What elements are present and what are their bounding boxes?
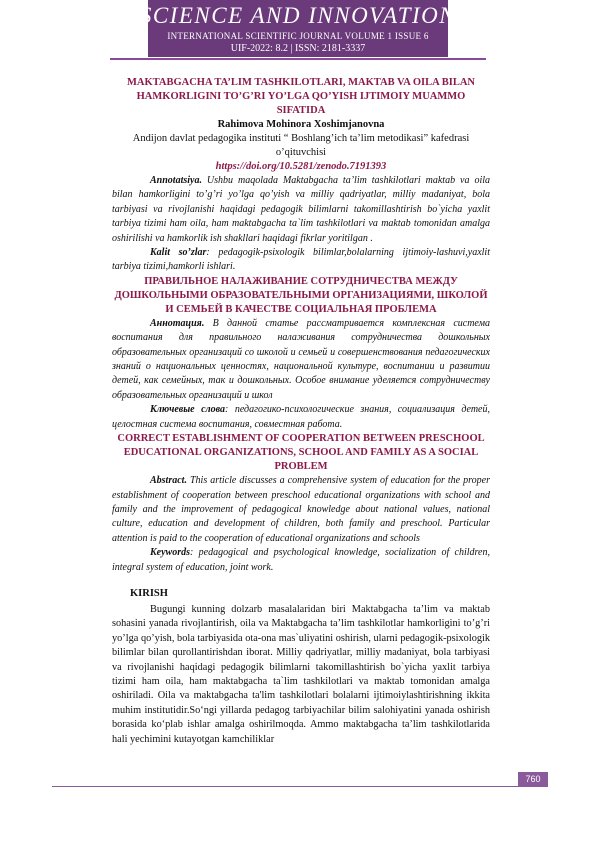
keywords-ru-label: Ключевые слова [150, 404, 226, 416]
keywords-uz-text: : pedagogik-psixologik bilimlar,bolalarning ijtimoiy-lashuvi,yaxlit tarbiya tizimi,hamkorli ishlari. [112, 247, 490, 273]
page-number: 760 [518, 772, 548, 786]
body-paragraph: Bugungi kunning dolzarb masalalaridan biri Maktabgacha ta’lim va maktab sohasini yanada rivojlantirish, oila va Maktabgacha ta’lim tashkilotlar hamkorligini to’g’ri yo’lga qo’yish, bola tarbiyasida ota-ona mas`uliyatini oshirish, ularni pedagogik-psixologik bilimlar bilan qurollantirishdan iborat. Milliy qadriyatlar, milliy madaniyat, bola tarbiyasi va rivojlanishi haqidagi pedagogik bilimlarni takomillashtirish bo`yicha yaxlit tarbiya tizimi ham oila, ham maktabgacha ta`lim tashkilotlari va maktab tomonidan amalga oshiriladi. Oila va maktabgacha ta'lim tashkilotlari bolalarni ijtimoiylashtirishning ikkita muhim institutidir.So‘ngi yillarda pedagog tarbiyachilar bilim salohiyatini yanada oshirish borasida ko‘plab ishlar amalga oshirilmoqda. Ammo maktabgacha ta’lim tashkilotlarida hali yechimini kutayotgan kamchiliklar [112, 603, 490, 745]
author-affiliation: Andijon davlat pedagogika instituti “ Boshlang’ich ta’lim metodikasi” kafedrasi o’qituvchisi [132, 133, 470, 158]
doi-link[interactable]: https://doi.org/10.5281/zenodo.7191393 [215, 161, 387, 172]
annotation-ru-label: Аннотация. [150, 317, 205, 329]
annotation-uz-label: Annotatsiya. [150, 175, 202, 186]
annotation-uz-text: Ushbu maqolada Maktabgacha ta’lim tashkilotlari maktab va oila bilan hamkorligini to’g’ri yo’lga qo’yish va milliy qadriyatlar, milliy madaniyat, bola tarbiyasi va rivojlanishi haqidagi pedagogik bilimlarni takomillashtirish bo`yicha yaxlit tarbiya tizimi ham oila, ham maktabgacha ta`lim tashkilotlari va maktab tomonidan amalga oshirilishi va hamkorlik ish shakllari haqidagi fikrlar yoritilgan . [112, 175, 490, 244]
article-title-uz: MAKTABGACHA TA’LIM TASHKILOTLARI, MAKTAB VA OILA BILAN HAMKORLIGINI TO’G’RI YO’LGA QO’YISH IJTIMOIY MUAMMO SIFATIDA [126, 77, 476, 116]
header-divider [110, 58, 486, 60]
article-content [112, 76, 490, 747]
article-title-ru: ПРАВИЛЬНОЕ НАЛАЖИВАНИЕ СОТРУДНИЧЕСТВА МЕЖДУ ДОШКОЛЬНЫМИ ОБРАЗОВАТЕЛЬНЫМИ ОРГАНИЗАЦИЯМИ, ШКОЛОЙ И СЕМЬЕЙ В КАЧЕСТВЕ СОЦИАЛЬНАЯ ПРОБЛЕМА [114, 275, 488, 315]
keywords-uz [112, 246, 490, 275]
spacer [112, 575, 490, 587]
article-title-en: CORRECT ESTABLISHMENT OF COOPERATION BETWEEN PRESCHOOL EDUCATIONAL ORGANIZATIONS, SCHOOL AND FAMILY AS A SOCIAL PROBLEM [117, 433, 485, 473]
keywords-ru [112, 403, 490, 432]
journal-issn: UIF-2022: 8.2 | ISSN: 2181-3337 [230, 43, 366, 54]
abstract-en-label: Abstract. [150, 475, 187, 487]
keywords-en-label: Keywords [150, 547, 190, 559]
keywords-en [112, 546, 490, 575]
section-heading: KIRISH [130, 587, 168, 599]
footer-divider [52, 786, 548, 787]
abstract-en-text: This article discusses a comprehensive system of education for the proper establishment of cooperation between preschool educational organizations with school and family and the improvement of pedagogical knowledge about national values, national culture, education and development of children, both family and preschool. Particular attention is paid to the cooperation of educational organizations and schools [112, 475, 490, 544]
annotation-ru-text: В данной статье рассматривается комплексная система воспитания для правильного налаживания сотрудничества дошкольных образовательных организаций со школой и семьей и совершенствования педагогических знаний о национальных ценностях, национальной культуре, воспитании и развитии детей, как семейных, так и дошкольных. Особое внимание уделяется сотрудничеству образовательных организаций и школ [112, 317, 490, 401]
keywords-ru-text: : педагогико-психологические знания, социализация детей, целостная система воспитания, совместная работа. [112, 404, 490, 430]
keywords-uz-label: Kalit so’zlar [150, 247, 207, 259]
journal-title: SCIENCE AND INNOVATION [139, 3, 457, 28]
annotation-uz [112, 174, 490, 246]
annotation-ru [112, 317, 490, 403]
abstract-en [112, 474, 490, 546]
keywords-en-text: : pedagogical and psychological knowledge, socialization of children, integral system of education, joint work. [112, 547, 490, 573]
journal-header [0, 0, 596, 57]
journal-subtitle: INTERNATIONAL SCIENTIFIC JOURNAL VOLUME 1 ISSUE 6 [167, 31, 429, 41]
author-name: Rahimova Mohinora Xoshimjanovna [217, 119, 385, 130]
